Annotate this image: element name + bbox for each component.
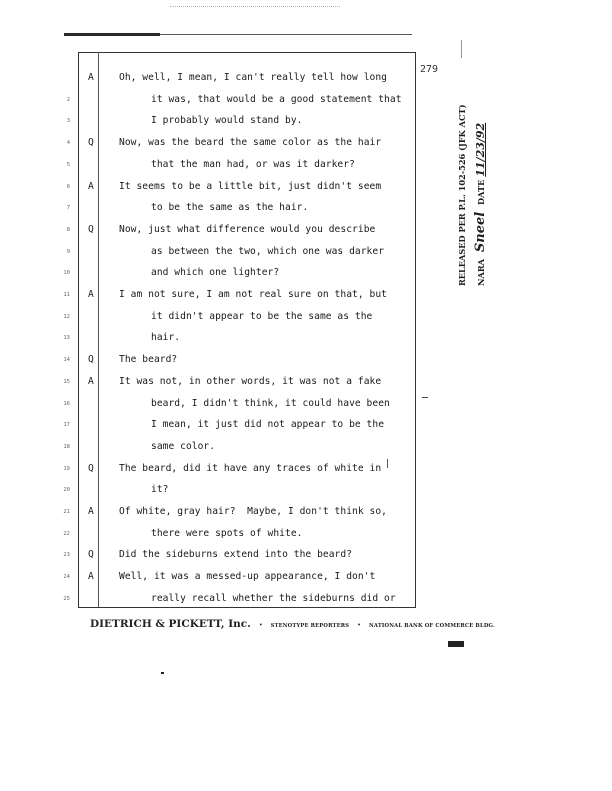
- line-number: 15: [63, 378, 70, 385]
- transcript-line: [0, 353, 612, 367]
- date-label: DATE: [476, 179, 486, 205]
- release-signature: Sneel: [473, 211, 488, 253]
- transcript-line: [0, 93, 612, 107]
- line-text: same color.: [151, 440, 216, 452]
- transcript-line: [0, 201, 612, 215]
- line-number: 14: [63, 357, 70, 364]
- line-number: 5: [66, 161, 70, 168]
- line-number: 3: [66, 118, 70, 125]
- speaker-label: A: [88, 375, 94, 387]
- transcript-line: [0, 136, 612, 150]
- transcript-line: [0, 114, 612, 128]
- line-number: 11: [63, 292, 70, 298]
- speaker-label: A: [88, 289, 94, 300]
- scan-tick: [461, 40, 462, 58]
- line-number: 18: [63, 443, 70, 450]
- speaker-label: A: [88, 72, 94, 83]
- line-text: I probably would stand by.: [151, 115, 303, 127]
- transcript-line: [0, 375, 612, 389]
- line-number: 24: [63, 574, 70, 581]
- scan-noise: [170, 6, 340, 10]
- line-number: 9: [66, 248, 70, 255]
- line-number: 20: [63, 487, 70, 494]
- line-text: it was, that would be a good statement that: [151, 93, 402, 105]
- line-text: I am not sure, I am not real sure on that, but: [119, 289, 387, 300]
- release-stamp-line: RELEASED PER P.L. 102-526 (JFK ACT): [457, 104, 467, 286]
- line-text: I mean, it just did not appear to be the: [151, 419, 385, 431]
- top-rule-thin: [160, 34, 412, 35]
- line-text: and which one lighter?: [151, 267, 280, 279]
- line-text: The beard?: [119, 354, 178, 366]
- line-number: 19: [63, 465, 70, 472]
- scan-bar-mark: [448, 641, 464, 647]
- top-rule: [64, 33, 160, 36]
- transcript-line: [0, 266, 612, 280]
- transcript-line: [0, 331, 612, 345]
- line-number: 6: [66, 183, 70, 190]
- scan-tick: [387, 459, 388, 468]
- footer-separator: •: [258, 622, 263, 629]
- bank-label: NATIONAL BANK OF COMMERCE BLDG.: [368, 623, 495, 629]
- line-number: 16: [63, 400, 70, 407]
- line-text: Did the sideburns extend into the beard?: [119, 549, 353, 561]
- release-date: 11/23/92: [474, 122, 487, 177]
- speaker-label: Q: [88, 462, 94, 474]
- line-text: Now, just what difference would you describe: [119, 223, 376, 235]
- line-number: 25: [63, 595, 70, 602]
- transcript-line: [0, 397, 612, 411]
- line-number: 12: [63, 313, 70, 320]
- speaker-label: Q: [88, 223, 94, 235]
- transcript-line: [0, 592, 612, 606]
- footer-separator-2: •: [357, 622, 361, 629]
- reporters-label: STENOTYPE REPORTERS: [270, 623, 350, 629]
- speaker-label: A: [88, 571, 94, 583]
- line-number: 21: [63, 509, 70, 515]
- transcript-line: [0, 570, 612, 584]
- line-number: 4: [66, 140, 70, 147]
- line-text: Oh, well, I mean, I can't really tell how long: [119, 72, 387, 83]
- line-number: 23: [63, 552, 70, 559]
- transcript-line: [0, 71, 612, 85]
- line-text: really recall whether the sideburns did or: [151, 592, 396, 604]
- line-text: It was not, in other words, it was not a fake: [119, 375, 382, 387]
- line-text: that the man had, or was it darker?: [151, 158, 355, 170]
- transcript-line: [0, 440, 612, 454]
- line-text: it?: [151, 484, 169, 496]
- speaker-label: Q: [88, 549, 94, 561]
- line-text: It seems to be a little bit, just didn't seem: [119, 180, 382, 192]
- transcript-line: [0, 483, 612, 497]
- transcript-line: [0, 158, 612, 172]
- transcript-line: [0, 505, 612, 519]
- line-text: Of white, gray hair? Maybe, I don't think so,: [119, 506, 387, 517]
- line-text: hair.: [151, 332, 181, 344]
- transcript-line: [0, 527, 612, 541]
- line-number: 8: [66, 226, 70, 233]
- line-number: 13: [63, 335, 70, 342]
- line-text: as between the two, which one was darker: [151, 245, 385, 257]
- speaker-label: Q: [88, 354, 94, 366]
- reporter-footer: [90, 612, 495, 631]
- line-text: to be the same as the hair.: [151, 202, 309, 214]
- transcript-line: [0, 180, 612, 194]
- line-number: 2: [66, 96, 70, 103]
- line-number: 17: [63, 422, 70, 429]
- line-number: 10: [63, 270, 70, 277]
- transcript-line: [0, 418, 612, 432]
- release-stamp: [457, 104, 503, 286]
- transcript-line: [0, 223, 612, 237]
- scan-dot: [161, 672, 164, 674]
- line-text: beard, I didn't think, it could have been: [151, 397, 390, 409]
- line-text: it didn't appear to be the same as the: [151, 310, 373, 322]
- line-text: Well, it was a messed-up appearance, I don't: [119, 571, 376, 583]
- line-number: 7: [66, 205, 70, 212]
- line-number: 22: [63, 530, 70, 537]
- speaker-label: A: [88, 506, 94, 517]
- page-number: 279: [420, 64, 439, 75]
- firm-name: DIETRICH & PICKETT, Inc.: [90, 618, 251, 630]
- transcript-line: [0, 462, 612, 476]
- nara-label: NARA: [476, 259, 486, 286]
- line-text: there were spots of white.: [151, 527, 303, 539]
- transcript-line: [0, 245, 612, 259]
- transcript-line: [0, 310, 612, 324]
- line-text: The beard, did it have any traces of white in: [119, 462, 382, 474]
- transcript-line: [0, 548, 612, 562]
- speaker-label: A: [88, 180, 94, 192]
- line-text: Now, was the beard the same color as the hair: [119, 137, 382, 149]
- scan-tick: [422, 397, 428, 398]
- release-stamp-nara-row: [473, 116, 488, 286]
- speaker-label: Q: [88, 137, 94, 149]
- transcript-line: [0, 288, 612, 302]
